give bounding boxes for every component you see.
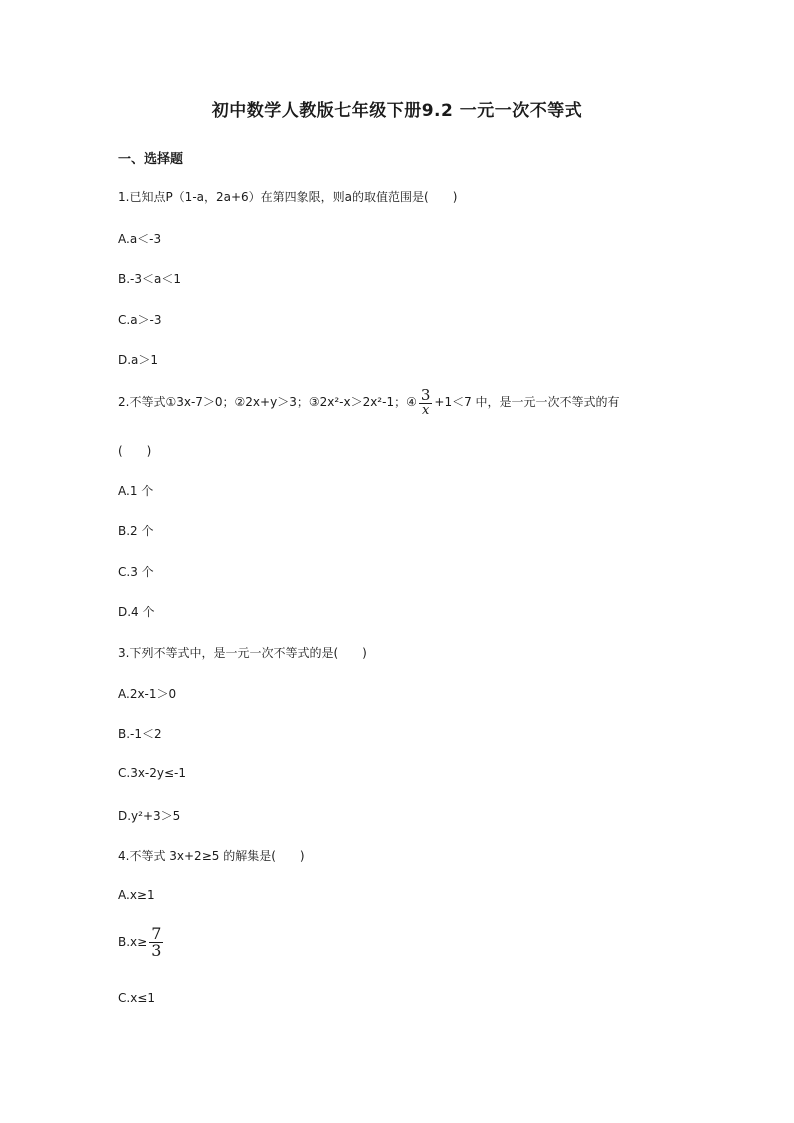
question-2-option-a: A.1 个: [118, 484, 154, 498]
question-1-option-d: D.a＞1: [118, 353, 159, 367]
question-4-option-b: [118, 926, 165, 959]
question-4-stem: 4.不等式 3x+2≥5 的解集是( ): [118, 849, 305, 863]
question-1-option-c: C.a＞-3: [118, 313, 162, 327]
page-title: 初中数学人教版七年级下册9.2 一元一次不等式: [211, 101, 583, 121]
question-4-option-a: A.x≥1: [118, 888, 155, 902]
question-3-option-c: C.3x-2y≤-1: [118, 766, 187, 780]
question-2-option-d: D.4 个: [118, 605, 155, 619]
fraction-numerator: 7: [151, 924, 162, 943]
question-1-option-a: A.a＜-3: [118, 232, 162, 246]
question-2-fraction: [419, 388, 433, 417]
question-3-option-b: B.-1＜2: [118, 727, 162, 741]
question-2-option-c: C.3 个: [118, 565, 154, 579]
section-heading: 一、选择题: [118, 152, 184, 167]
question-3-stem: 3.下列不等式中，是一元一次不等式的是( ): [118, 646, 367, 660]
question-2-stem-part1: 2.不等式①3x-7＞0；②2x+y＞3；③2x²-x＞2x²-1；④: [118, 395, 417, 409]
fraction-denominator: x: [421, 403, 430, 418]
question-2-stem-line2: ( ): [118, 444, 152, 458]
question-1-option-b: B.-3＜a＜1: [118, 272, 182, 286]
question-4-option-c: C.x≤1: [118, 991, 155, 1005]
question-3-option-d: D.y²+3＞5: [118, 809, 181, 823]
fraction-denominator: 3: [151, 941, 162, 960]
question-3-option-a: A.2x-1＞0: [118, 687, 177, 701]
question-1-stem: 1.已知点P（1-a，2a+6）在第四象限，则a的取值范围是( ): [118, 190, 458, 204]
question-2-stem-part2: +1＜7 中，是一元一次不等式的有: [434, 395, 620, 409]
question-4-option-b-prefix: B.x≥: [118, 935, 148, 949]
question-2-option-b: B.2 个: [118, 524, 154, 538]
question-4-fraction: [149, 926, 163, 959]
question-2-stem: [118, 388, 620, 417]
fraction-numerator: 3: [420, 386, 431, 404]
